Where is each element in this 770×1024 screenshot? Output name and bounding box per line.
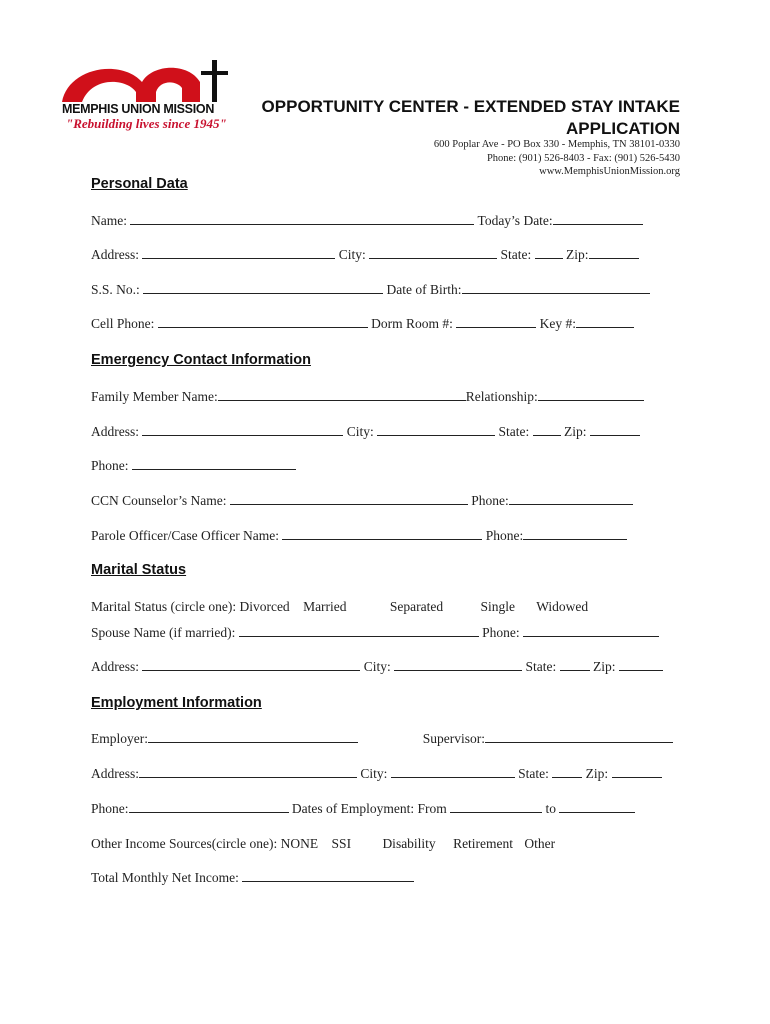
ccn-phone-label: Phone: xyxy=(471,493,509,508)
emergency-zip-label: Zip: xyxy=(564,424,587,439)
section-emergency-contact: Emergency Contact Information xyxy=(91,352,311,368)
parole-phone-field[interactable] xyxy=(523,528,627,540)
row-ccn-counselor xyxy=(91,493,633,509)
row-family-member xyxy=(91,389,644,405)
spouse-zip-label: Zip: xyxy=(593,659,616,674)
page-title xyxy=(262,96,680,140)
income-option-none[interactable]: NONE xyxy=(280,836,319,851)
ssn-field[interactable] xyxy=(143,282,383,294)
employer-state-label: State: xyxy=(518,766,549,781)
spouse-phone-field[interactable] xyxy=(523,625,659,637)
dob-label: Date of Birth: xyxy=(386,282,462,297)
section-marital-status: Marital Status xyxy=(91,562,187,578)
employment-to-field[interactable] xyxy=(559,801,635,813)
row-address xyxy=(91,247,639,263)
dorm-room-label: Dorm Room #: xyxy=(371,316,453,331)
family-member-label: Family Member Name: xyxy=(91,389,218,404)
city-label: City: xyxy=(338,247,366,262)
relationship-field[interactable] xyxy=(538,389,644,401)
state-field[interactable] xyxy=(535,247,563,259)
emergency-address-field[interactable] xyxy=(142,424,343,436)
row-employer xyxy=(91,731,673,747)
option-separated[interactable]: Separated xyxy=(389,599,444,614)
section-employment-information: Employment Information xyxy=(91,695,262,711)
marital-status-label: Marital Status (circle one): xyxy=(91,599,237,614)
row-parole-officer xyxy=(91,528,627,544)
parole-phone-label: Phone: xyxy=(485,528,524,543)
cell-phone-label: Cell Phone: xyxy=(91,316,155,331)
row-spouse xyxy=(91,625,659,641)
row-marital-status xyxy=(91,599,588,615)
row-employer-address xyxy=(91,766,662,782)
ccn-phone-field[interactable] xyxy=(509,493,633,505)
parole-officer-field[interactable] xyxy=(282,528,482,540)
employer-address-field[interactable] xyxy=(139,766,357,778)
emergency-state-label: State: xyxy=(498,424,530,439)
total-income-field[interactable] xyxy=(242,870,414,882)
name-field[interactable] xyxy=(130,213,474,225)
employer-city-label: City: xyxy=(360,766,388,781)
emergency-phone-label: Phone: xyxy=(91,458,129,473)
todays-date-field[interactable] xyxy=(553,213,643,225)
cell-phone-field[interactable] xyxy=(158,316,368,328)
relationship-label: Relationship: xyxy=(465,389,538,404)
ssn-label: S.S. No.: xyxy=(91,282,140,297)
state-label: State: xyxy=(500,247,532,262)
row-other-income xyxy=(91,836,555,852)
spouse-state-field[interactable] xyxy=(560,659,590,671)
option-married[interactable]: Married xyxy=(303,599,347,614)
mission-logo xyxy=(60,58,240,138)
contact-info xyxy=(434,138,680,179)
city-field[interactable] xyxy=(369,247,497,259)
key-field[interactable] xyxy=(576,316,634,328)
parole-officer-label: Parole Officer/Case Officer Name: xyxy=(91,528,280,543)
zip-field[interactable] xyxy=(589,247,639,259)
supervisor-label: Supervisor: xyxy=(422,731,485,746)
title-line-2: APPLICATION xyxy=(566,119,680,138)
employer-label: Employer: xyxy=(91,731,148,746)
spouse-phone-label: Phone: xyxy=(482,625,520,640)
employer-zip-label: Zip: xyxy=(585,766,609,781)
address-label: Address: xyxy=(91,247,139,262)
logo-name: MEMPHIS UNION MISSION xyxy=(62,102,215,116)
spouse-address-field[interactable] xyxy=(142,659,360,671)
dorm-room-field[interactable] xyxy=(456,316,536,328)
row-emergency-address xyxy=(91,424,640,440)
zip-label: Zip: xyxy=(566,247,589,262)
employment-dates-label: Dates of Employment: From xyxy=(291,801,447,816)
emergency-address-label: Address: xyxy=(91,424,139,439)
employer-phone-field[interactable] xyxy=(129,801,289,813)
dob-field[interactable] xyxy=(462,282,650,294)
row-name xyxy=(91,213,643,229)
other-income-label: Other Income Sources(circle one): xyxy=(91,836,278,851)
employer-zip-field[interactable] xyxy=(612,766,662,778)
employer-state-field[interactable] xyxy=(552,766,582,778)
employment-from-field[interactable] xyxy=(450,801,542,813)
logo-arches-icon xyxy=(60,58,240,108)
spouse-state-label: State: xyxy=(525,659,557,674)
todays-date-label: Today’s Date: xyxy=(477,213,553,228)
family-member-field[interactable] xyxy=(218,389,466,401)
row-total-income xyxy=(91,870,414,886)
spouse-address-label: Address: xyxy=(91,659,139,674)
income-option-ssi[interactable]: SSI xyxy=(331,836,352,851)
emergency-zip-field[interactable] xyxy=(590,424,640,436)
emergency-state-field[interactable] xyxy=(533,424,561,436)
option-widowed[interactable]: Widowed xyxy=(536,599,589,614)
logo-tagline: "Rebuilding lives since 1945" xyxy=(66,116,227,131)
employment-to-label: to xyxy=(545,801,557,816)
emergency-city-label: City: xyxy=(346,424,374,439)
ccn-counselor-label: CCN Counselor’s Name: xyxy=(91,493,227,508)
row-ssn xyxy=(91,282,650,298)
option-divorced[interactable]: Divorced xyxy=(239,599,290,614)
spouse-city-field[interactable] xyxy=(394,659,522,671)
section-personal-data: Personal Data xyxy=(91,176,188,192)
title-line-1: OPPORTUNITY CENTER - EXTENDED STAY INTAKE xyxy=(261,97,680,116)
employer-field[interactable] xyxy=(148,731,358,743)
emergency-city-field[interactable] xyxy=(377,424,495,436)
spouse-zip-field[interactable] xyxy=(619,659,663,671)
employer-phone-label: Phone: xyxy=(91,801,129,816)
row-spouse-address xyxy=(91,659,663,675)
emergency-phone-field[interactable] xyxy=(132,458,296,470)
row-employer-phone xyxy=(91,801,635,817)
mission-address: 600 Poplar Ave - PO Box 330 - Memphis, TN 38101-0330 xyxy=(433,139,680,150)
employer-address-label: Address: xyxy=(91,766,139,781)
total-income-label: Total Monthly Net Income: xyxy=(91,870,239,885)
spouse-name-label: Spouse Name (if married): xyxy=(91,625,236,640)
ccn-counselor-field[interactable] xyxy=(230,493,468,505)
supervisor-field[interactable] xyxy=(485,731,673,743)
key-label: Key #: xyxy=(539,316,577,331)
option-single[interactable]: Single xyxy=(480,599,516,614)
income-option-retirement[interactable]: Retirement xyxy=(453,836,514,851)
spouse-city-label: City: xyxy=(363,659,391,674)
name-label: Name: xyxy=(91,213,127,228)
mission-phone-fax: Phone: (901) 526-8403 - Fax: (901) 526-5430 xyxy=(486,152,680,164)
row-emergency-phone xyxy=(91,458,296,474)
income-option-disability[interactable]: Disability xyxy=(382,836,436,851)
employer-city-field[interactable] xyxy=(391,766,515,778)
income-option-other[interactable]: Other xyxy=(524,836,556,851)
mission-website: www.MemphisUnionMission.org xyxy=(539,166,680,177)
row-cell xyxy=(91,316,634,332)
spouse-name-field[interactable] xyxy=(239,625,479,637)
address-field[interactable] xyxy=(142,247,335,259)
